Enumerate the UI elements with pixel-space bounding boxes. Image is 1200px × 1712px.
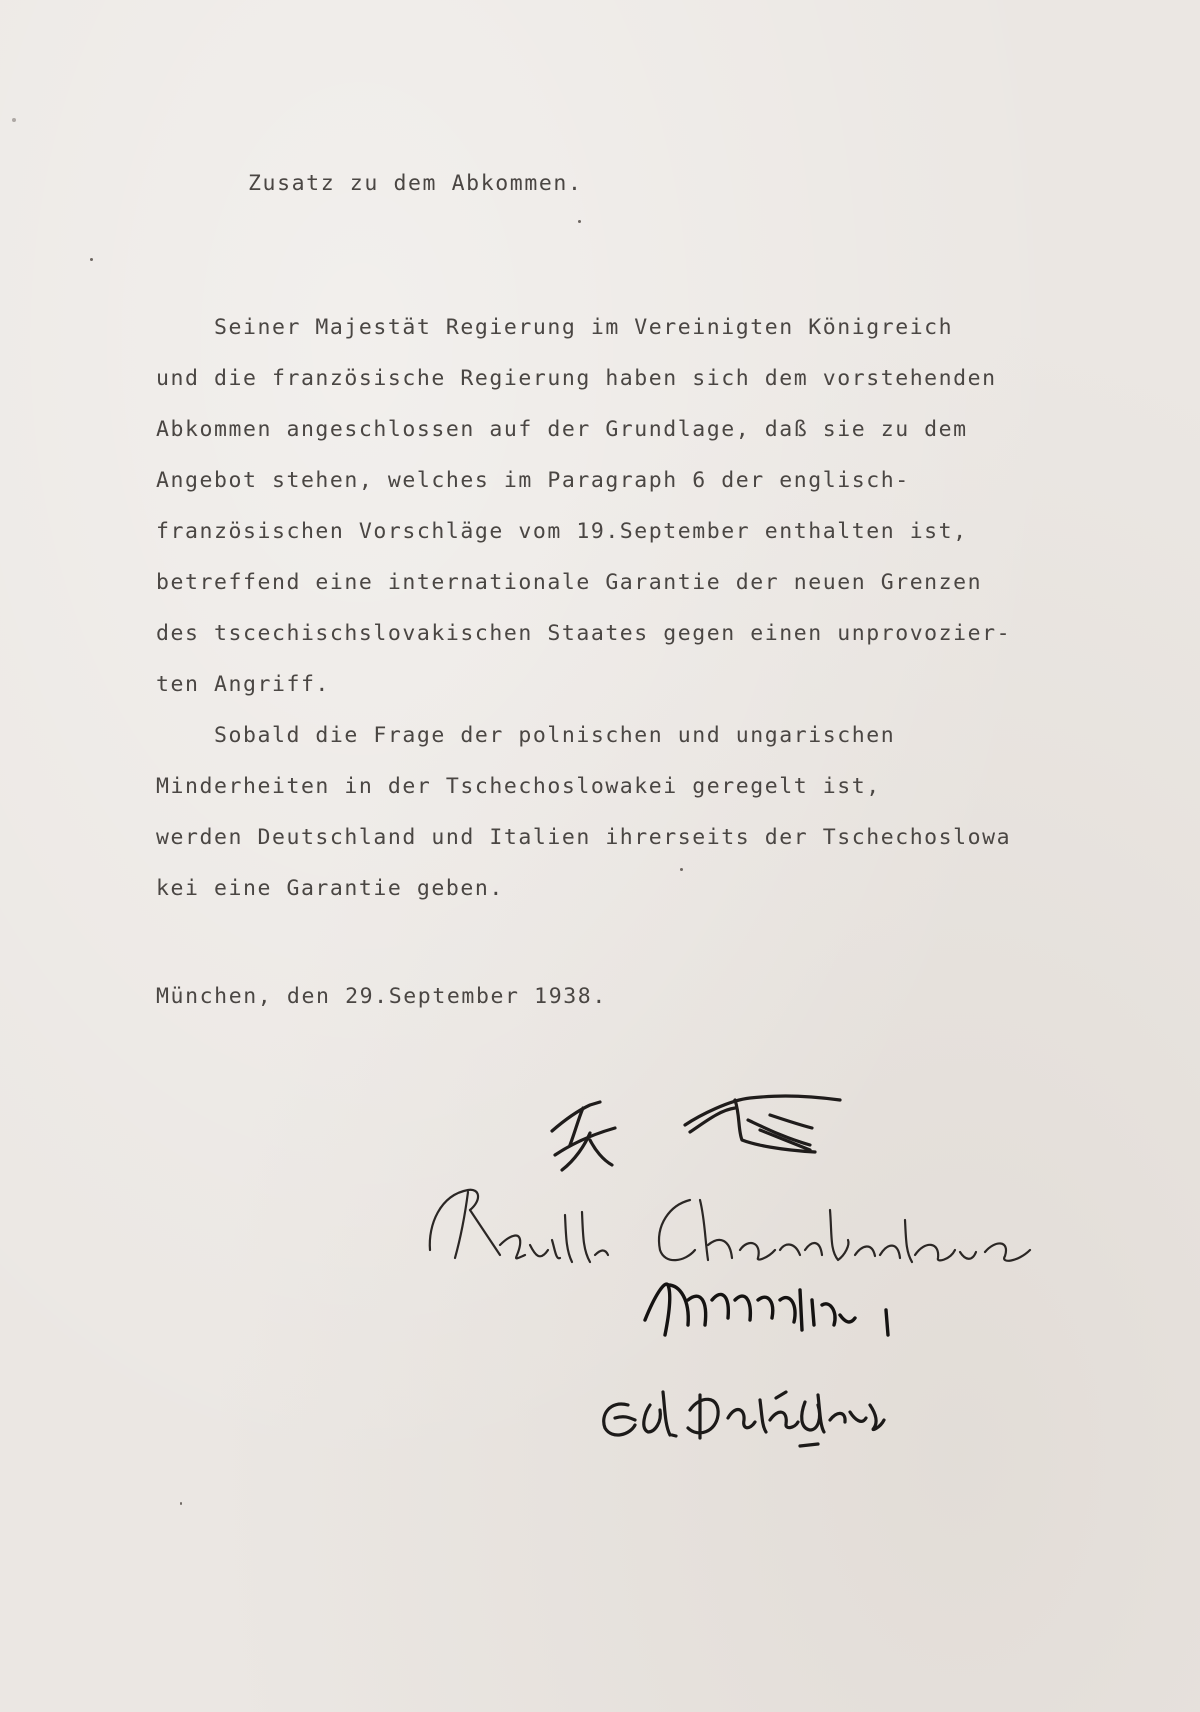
body-line: französischen Vorschläge vom 19.September enthalten ist, [156,519,968,544]
body-line: und die französische Regierung haben sich dem vorstehenden [156,366,997,391]
body-line: Angebot stehen, welches im Paragraph 6 der englisch- [156,468,910,493]
paper-speck [12,118,16,122]
paper-speck [578,220,581,223]
body-line: Sobald die Frage der polnischen und ungarischen [156,723,896,748]
document-heading: Zusatz zu dem Abkommen. [248,171,583,196]
body-line: kei eine Garantie geben. [156,876,504,901]
paper-speck [180,1502,182,1505]
body-line: Abkommen angeschlossen auf der Grundlage, daß sie zu dem [156,417,968,442]
body-line: des tscechischslovakischen Staates gegen einen unprovozier- [156,621,1012,646]
signature-chamberlain [430,1190,1030,1262]
agreement-body [156,317,1011,929]
signature-hitler [552,1096,840,1170]
body-line: Minderheiten in der Tschechoslowakei geregelt ist, [156,774,881,799]
body-line: betreffend eine internationale Garantie der neuen Grenzen [156,570,983,595]
body-line: werden Deutschland und Italien ihrerseits der Tschechoslowa [156,825,1012,850]
signature-daladier [604,1392,884,1446]
paper-speck [680,868,683,871]
paper-speck [90,258,93,261]
place-date: München, den 29.September 1938. [156,984,607,1009]
body-line: ten Angriff. [156,672,330,697]
signature-mussolini [645,1284,888,1335]
body-line: Seiner Majestät Regierung im Vereinigten Königreich [156,315,954,340]
